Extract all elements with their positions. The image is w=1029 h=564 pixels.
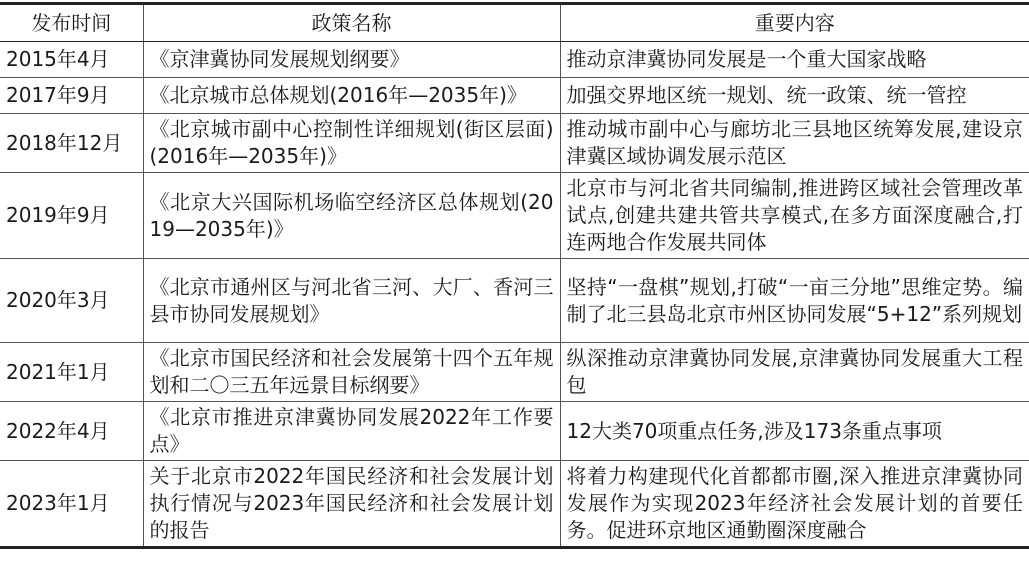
- row-content: 纵深推动京津冀协同发展,京津冀协同发展重大工程包: [560, 343, 1029, 402]
- table-row: [0, 173, 1029, 259]
- table-body: [0, 42, 1029, 548]
- row-date: 2019年9月: [0, 173, 143, 259]
- row-policy-name: 《北京市通州区与河北省三河、大厂、香河三县市协同发展规划》: [143, 259, 560, 343]
- policy-table: [0, 2, 1029, 549]
- table-row: [0, 42, 1029, 78]
- row-policy-name: 《北京大兴国际机场临空经济区总体规划(2019—2035年)》: [143, 173, 560, 259]
- header-content: 重要内容: [560, 4, 1029, 42]
- header-name: 政策名称: [143, 4, 560, 42]
- row-policy-name: 关于北京市2022年国民经济和社会发展计划执行情况与2023年国民经济和社会发展计划的报告: [143, 461, 560, 548]
- header-row: [0, 4, 1029, 42]
- row-content: 推动城市副中心与廊坊北三县地区统筹发展,建设京津冀区域协调发展示范区: [560, 114, 1029, 173]
- row-date: 2021年1月: [0, 343, 143, 402]
- row-content: 推动京津冀协同发展是一个重大国家战略: [560, 42, 1029, 78]
- table-row: [0, 114, 1029, 173]
- table-row: [0, 259, 1029, 343]
- row-content: 加强交界地区统一规划、统一政策、统一管控: [560, 78, 1029, 114]
- row-content: 坚持“一盘棋”规划,打破“一亩三分地”思维定势。编制了北三县岛北京市州区协同发展“5+12”系列规划: [560, 259, 1029, 343]
- row-date: 2022年4月: [0, 402, 143, 461]
- row-policy-name: 《北京城市副中心控制性详细规划(街区层面)(2016年—2035年)》: [143, 114, 560, 173]
- row-date: 2015年4月: [0, 42, 143, 78]
- table-row: [0, 78, 1029, 114]
- row-policy-name: 《北京市推进京津冀协同发展2022年工作要点》: [143, 402, 560, 461]
- row-date: 2020年3月: [0, 259, 143, 343]
- table-row: [0, 461, 1029, 548]
- row-date: 2017年9月: [0, 78, 143, 114]
- table-row: [0, 343, 1029, 402]
- row-date: 2023年1月: [0, 461, 143, 548]
- row-policy-name: 《北京市国民经济和社会发展第十四个五年规划和二〇三五年远景目标纲要》: [143, 343, 560, 402]
- row-date: 2018年12月: [0, 114, 143, 173]
- table-header: [0, 4, 1029, 42]
- row-content: 将着力构建现代化首都都市圈,深入推进京津冀协同发展作为实现2023年经济社会发展计划的首要任务。促进环京地区通勤圈深度融合: [560, 461, 1029, 548]
- row-policy-name: 《京津冀协同发展规划纲要》: [143, 42, 560, 78]
- row-policy-name: 《北京城市总体规划(2016年—2035年)》: [143, 78, 560, 114]
- header-date: 发布时间: [0, 4, 143, 42]
- row-content: 12大类70项重点任务,涉及173条重点事项: [560, 402, 1029, 461]
- row-content: 北京市与河北省共同编制,推进跨区域社会管理改革试点,创建共建共管共享模式,在多方面深度融合,打连两地合作发展共同体: [560, 173, 1029, 259]
- table-row: [0, 402, 1029, 461]
